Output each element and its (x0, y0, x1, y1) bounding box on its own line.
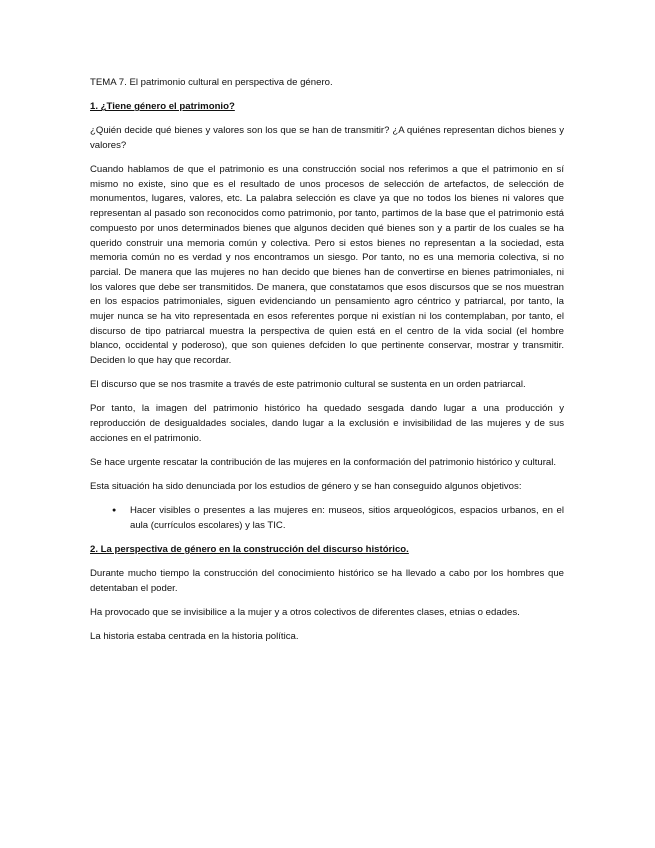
paragraph: El discurso que se nos trasmite a través de este patrimonio cultural se sustenta en un orden patriarcal. (90, 379, 526, 391)
document-body (90, 76, 564, 654)
paragraph: Por tanto, la imagen del patrimonio histórico ha quedado sesgada dando lugar a una producción y reproducción de desigualdades sociales, dando lugar a la exclusión e invisibilidad de las mujeres y de sus acciones en el patrimonio. (90, 403, 564, 444)
paragraph: Se hace urgente rescatar la contribución de las mujeres en la conformación del patrimonio histórico y cultural. (90, 456, 557, 468)
section-2-heading: 2. La perspectiva de género en la construcción del discurso histórico. (90, 543, 409, 555)
paragraph: Cuando hablamos de que el patrimonio es una construcción social nos referimos a que el patrimonio en sí mismo no existe, sino que es el resultado de unos procesos de selección de artefactos, de selección de monumentos, lugares, valores, etc. La palabra selección es clave ya que no todos los bienes ni valores que representan al pasado son reconocidos como patrimonio, por tanto, partimos de la base que el patrimonio está compuesto por unos determinados bienes que algunos deciden qué bienes son y a partir de los cuales se ha querido construir una memoria común y colectiva. Pero si estos bienes no representan a la sociedad, esta memoria común no es verdad y nos encontramos un siesgo. Por tanto, no es una memoria colectiva, si no parcial. De manera que las mujeres no han decido que bienes han de convertirse en bienes patrimoniales, ni los valores que debe ser transmitidos. De manera, que constatamos que esos discursos que se nos muestran en los espacios patrimoniales, siguen evidenciando un pensamiento agro céntrico y patriarcal, por tanto, la mujer nunca se ha vito representada en esos referentes porque ni existían ni los contemplaban, por tanto, el discurso de tipo patriarcal muestra la perspectiva de quien está en el centro de la vida social (el hombre blanco, occidental y poderoso), que son quienes defciden lo que pertinente conservar, mostrar y transmitir. Deciden lo que hay que recordar. (90, 163, 564, 367)
list-item-text: Hacer visibles o presentes a las mujeres en: museos, sitios arqueológicos, espacios urbanos, en el aula (currículos escolares) y las TIC. (130, 505, 564, 531)
paragraph: Esta situación ha sido denunciada por los estudios de género y se han conseguido algunos objetivos: (90, 480, 522, 492)
paragraph: La historia estaba centrada en la historia política. (90, 630, 299, 642)
paragraph: Durante mucho tiempo la construcción del conocimiento histórico se ha llevado a cabo por los hombres que detentaban el poder. (90, 567, 564, 594)
objectives-list (90, 504, 564, 533)
bullet-icon: ● (112, 507, 117, 514)
section-1-heading: 1. ¿Tiene género el patrimonio? (90, 101, 235, 113)
list-item (90, 504, 564, 533)
paragraph: Ha provocado que se invisibilice a la mujer y a otros colectivos de diferentes clases, etnias o edades. (90, 606, 520, 618)
document-title: TEMA 7. El patrimonio cultural en perspectiva de género. (90, 77, 333, 88)
paragraph: ¿Quién decide qué bienes y valores son los que se han de transmitir? ¿A quiénes representan dichos bienes y valores? (90, 125, 564, 151)
